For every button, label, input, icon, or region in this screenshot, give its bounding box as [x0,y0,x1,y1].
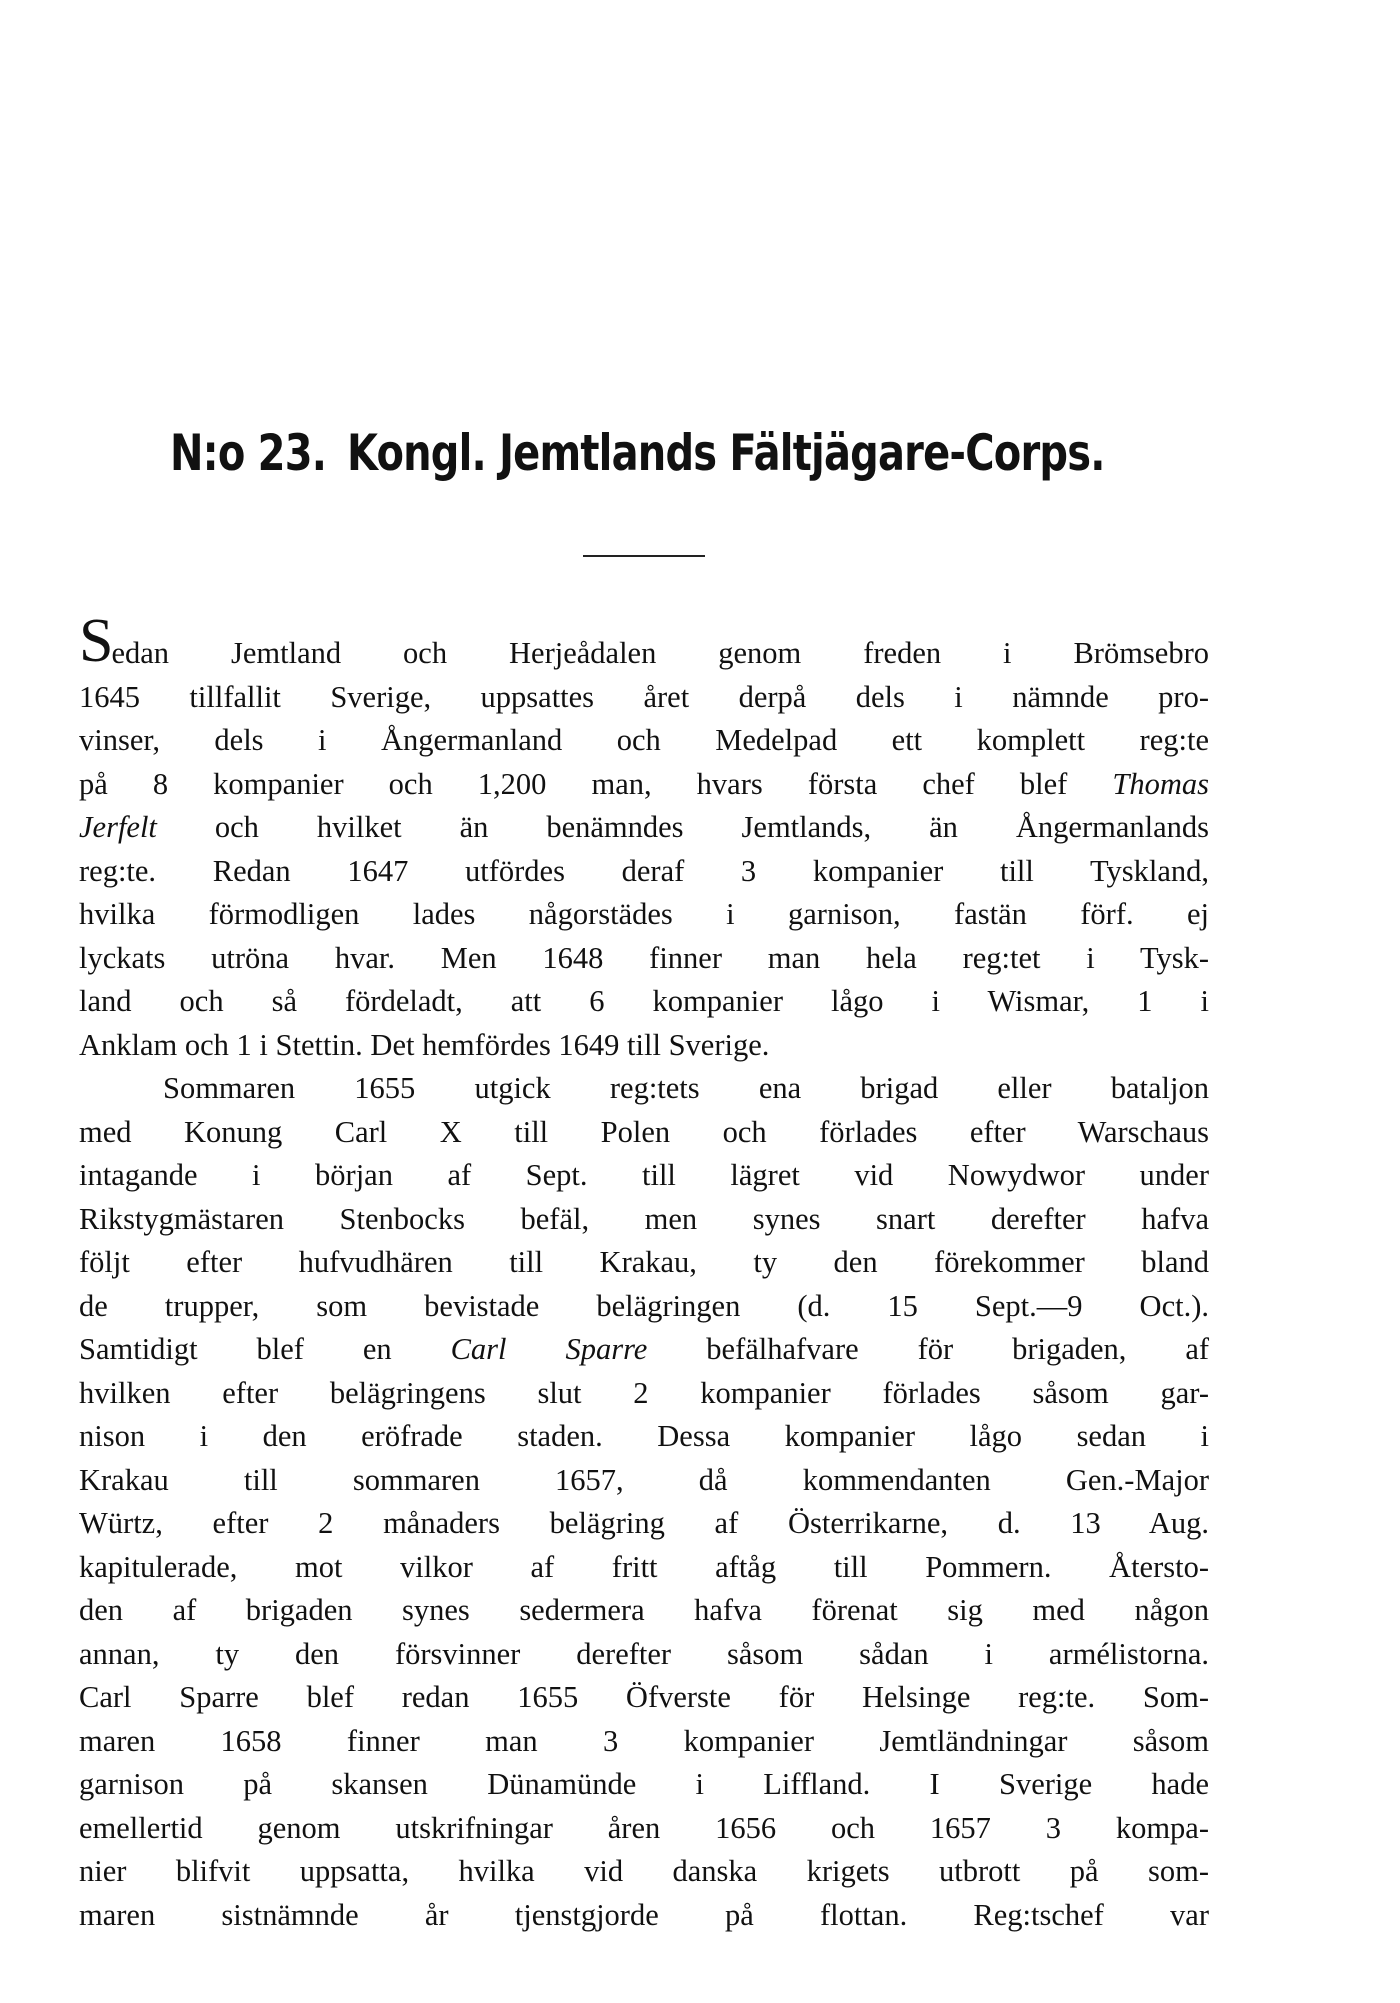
text-line: Sommaren 1655 utgick reg:tets ena brigad eller bataljon [163,1071,1209,1105]
chapter-number: N:o 23. [170,424,327,482]
text-line: maren sistnämnde år tjenstgjorde på flottan. Reg:tschef var [79,1897,1209,1932]
text-line: land och så fördeladt, att 6 kompanier lågo i Wismar, 1 i [79,984,1209,1018]
text-line: Würtz, efter 2 månaders belägring af Österrikarne, d. 13 Aug. [79,1506,1209,1540]
text-line: på 8 kompanier och 1,200 man, hvars första chef blef Thomas [79,766,1209,801]
chapter-heading [170,424,1105,482]
text-line: Rikstygmästaren Stenbocks befäl, men synes snart derefter hafva [79,1201,1209,1236]
text-line: den af brigaden synes sedermera hafva förenat sig med någon [79,1593,1209,1627]
text-line: Carl Sparre blef redan 1655 Öfverste för Helsinge reg:te. Som- [79,1680,1209,1714]
text-line: Anklam och 1 i Stettin. Det hemfördes 1649 till Sverige. [79,1027,770,1062]
text-line: Samtidigt blef en Carl Sparre befälhafvare för brigaden, af [79,1332,1210,1366]
italic-name: Jerfelt [79,810,157,844]
text-line: de trupper, som bevistade belägringen (d. 15 Sept.—9 Oct.). [79,1288,1209,1323]
text-line: intagande i början af Sept. till lägret vid Nowydwor under [79,1158,1209,1192]
text-line: nison i den eröfrade staden. Dessa kompanier lågo sedan i [79,1419,1209,1453]
text-line: Krakau till sommaren 1657, då kommendanten Gen.-Major [79,1462,1209,1497]
text-line: vinser, dels i Ångermanland och Medelpad ett komplett reg:te [79,723,1209,757]
text-line: garnison på skansen Dünamünde i Liffland. I Sverige hade [79,1767,1209,1801]
text-line: emellertid genom utskrifningar åren 1656 och 1657 3 kompa- [79,1810,1209,1845]
text-line: kapitulerade, mot vilkor af fritt aftåg till Pommern. Återsto- [79,1549,1209,1584]
heading-divider [583,555,705,557]
text-line: 1645 tillfallit Sverige, uppsattes året derpå dels i nämnde pro- [79,679,1209,714]
italic-name: Thomas [1112,766,1209,801]
text-line: lyckats utröna hvar. Men 1648 finner man hela reg:tet i Tysk- [79,940,1209,975]
text-line: med Konung Carl X till Polen och förlades efter Warschaus [79,1114,1209,1149]
text-line: annan, ty den försvinner derefter såsom sådan i armélistorna. [79,1636,1209,1671]
drop-cap: S [79,607,114,675]
text-line: maren 1658 finner man 3 kompanier Jemtländningar såsom [79,1723,1209,1758]
text-line: hvilken efter belägringens slut 2 kompanier förlades såsom gar- [79,1375,1209,1410]
text-line: Sedan Jemtland och Herjeådalen genom freden i Brömsebro [79,607,1209,675]
text-line: Jerfelt och hvilket än benämndes Jemtlands, än Ångermanlands [79,810,1209,844]
text-line: hvilka förmodligen lades någorstädes i garnison, fastän förf. ej [79,897,1209,931]
text-line: nier blifvit uppsatta, hvilka vid danska krigets utbrott på som- [79,1854,1209,1888]
chapter-title: Kongl. Jemtlands Fältjägare-Corps. [346,424,1105,482]
text-line: följt efter hufvudhären till Krakau, ty den förekommer bland [79,1245,1209,1279]
italic-name: Carl Sparre [450,1332,648,1366]
body-text [79,607,1210,1937]
text-line: reg:te. Redan 1647 utfördes deraf 3 kompanier till Tyskland, [79,853,1209,888]
